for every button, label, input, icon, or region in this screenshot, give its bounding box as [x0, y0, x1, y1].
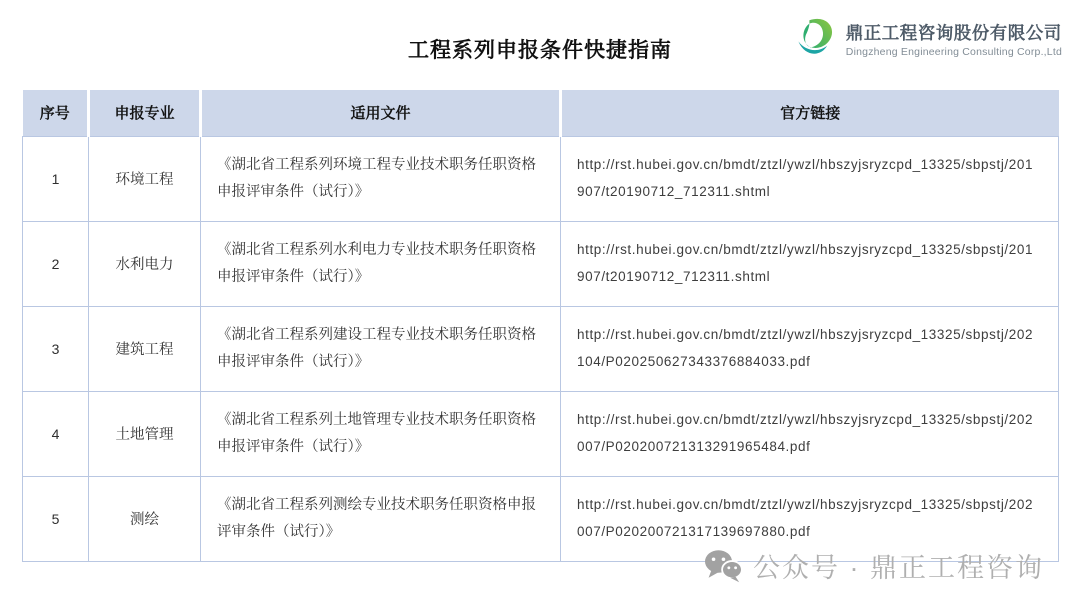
major-cell: 建筑工程 [89, 306, 201, 391]
table-row [23, 136, 1059, 221]
column-header-major: 申报专业 [89, 90, 201, 136]
row-number-cell: 4 [23, 391, 89, 476]
link-cell: http://rst.hubei.gov.cn/bmdt/ztzl/ywzl/hbszyjsryzcpd_13325/sbpstj/202007/P020200721313291965484.pdf [561, 391, 1059, 476]
document-cell: 《湖北省工程系列土地管理专业技术职务任职资格申报评审条件（试行）》 [201, 391, 561, 476]
major-cell: 土地管理 [89, 391, 201, 476]
table-body [23, 136, 1059, 561]
link-cell: http://rst.hubei.gov.cn/bmdt/ztzl/ywzl/hbszyjsryzcpd_13325/sbpstj/201907/t20190712_712311.shtml [561, 221, 1059, 306]
table-row [23, 306, 1059, 391]
watermark [703, 546, 1044, 585]
company-logo [795, 16, 1062, 65]
table-row [23, 391, 1059, 476]
page-title: 工程系列申报条件快捷指南 [408, 38, 672, 62]
row-number-cell: 2 [23, 221, 89, 306]
major-cell: 测绘 [89, 476, 201, 561]
major-cell: 水利电力 [89, 221, 201, 306]
link-cell: http://rst.hubei.gov.cn/bmdt/ztzl/ywzl/hbszyjsryzcpd_13325/sbpstj/202007/P020200721317139697880.pdf [561, 476, 1059, 561]
document-cell: 《湖北省工程系列测绘专业技术职务任职资格申报评审条件（试行）》 [201, 476, 561, 561]
row-number-cell: 3 [23, 306, 89, 391]
document-cell: 《湖北省工程系列水利电力专业技术职务任职资格申报评审条件（试行）》 [201, 221, 561, 306]
document-cell: 《湖北省工程系列环境工程专业技术职务任职资格申报评审条件（试行）》 [201, 136, 561, 221]
table-row [23, 221, 1059, 306]
column-header-no: 序号 [23, 90, 89, 136]
major-cell: 环境工程 [89, 136, 201, 221]
watermark-text: 公众号 · 鼎正工程咨询 [753, 553, 1044, 583]
document-cell: 《湖北省工程系列建设工程专业技术职务任职资格申报评审条件（试行）》 [201, 306, 561, 391]
logo-icon [795, 16, 839, 65]
guide-table [22, 90, 1059, 562]
link-cell: http://rst.hubei.gov.cn/bmdt/ztzl/ywzl/hbszyjsryzcpd_13325/sbpstj/202104/P020250627343376884033.pdf [561, 306, 1059, 391]
company-name-cn: 鼎正工程咨询股份有限公司 [845, 23, 1062, 43]
column-header-link: 官方链接 [561, 90, 1059, 136]
link-cell: http://rst.hubei.gov.cn/bmdt/ztzl/ywzl/hbszyjsryzcpd_13325/sbpstj/201907/t20190712_712311.shtml [561, 136, 1059, 221]
company-name-en: Dingzheng Engineering Consulting Corp.,Ltd [845, 46, 1062, 58]
wechat-icon [703, 548, 743, 584]
column-header-document: 适用文件 [201, 90, 561, 136]
table-header-row [23, 90, 1059, 136]
row-number-cell: 1 [23, 136, 89, 221]
row-number-cell: 5 [23, 476, 89, 561]
